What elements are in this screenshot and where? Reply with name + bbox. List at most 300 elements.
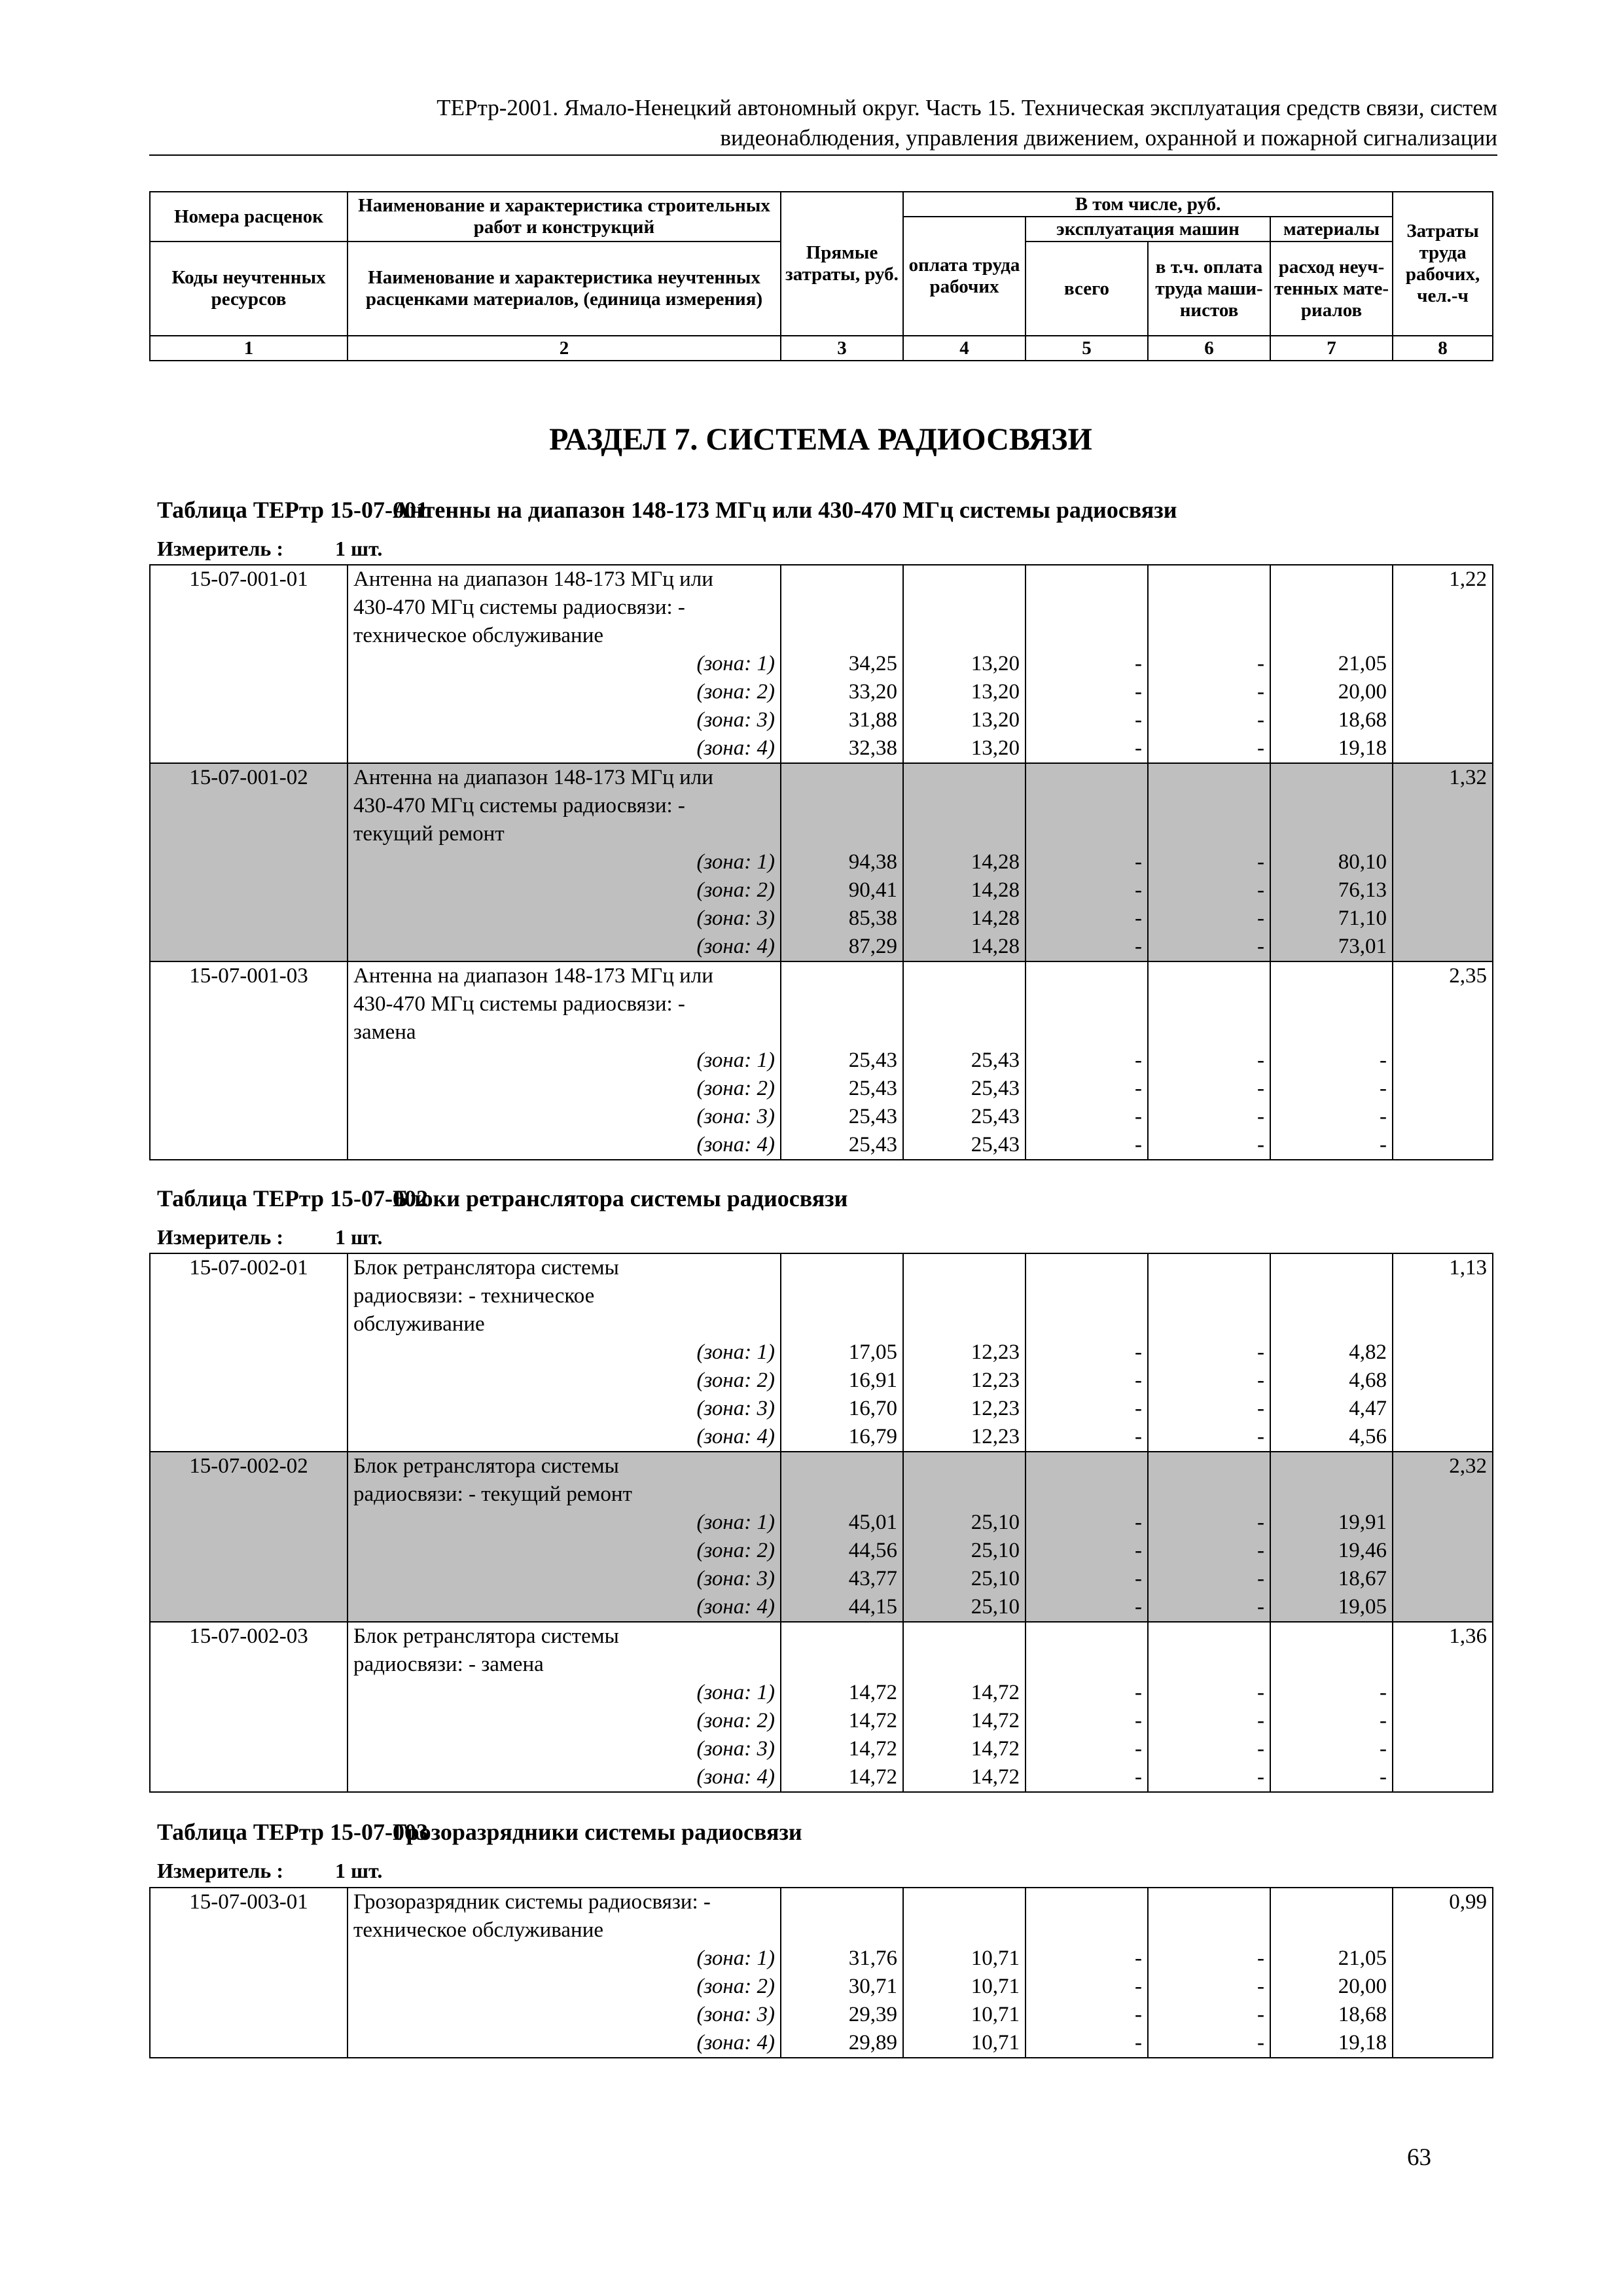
zone-row	[150, 2001, 1493, 2029]
zone-label: (зона: 4)	[348, 1131, 781, 1160]
rate-name-row	[150, 792, 1493, 820]
machines-total: -	[1026, 1593, 1148, 1622]
rate-name-row	[150, 594, 1493, 622]
zone-row	[150, 1423, 1493, 1452]
empty-cell	[1393, 622, 1493, 650]
worker-pay: 13,20	[903, 734, 1026, 763]
empty-cell	[1026, 961, 1148, 990]
empty-cell	[1393, 1338, 1493, 1367]
worker-pay: 25,10	[903, 1593, 1026, 1622]
empty-cell	[150, 1679, 348, 1707]
empty-cell	[781, 820, 903, 848]
operator-pay: -	[1148, 1707, 1270, 1735]
machines-total: -	[1026, 1047, 1148, 1075]
table-title	[157, 495, 1177, 524]
empty-cell	[1393, 1565, 1493, 1593]
empty-cell	[1393, 2001, 1493, 2029]
page-number: 63	[1407, 2144, 1431, 2171]
rate-name-line: Блок ретранслятора системы	[348, 1253, 781, 1282]
empty-cell	[1026, 565, 1148, 594]
empty-cell	[150, 1103, 348, 1131]
labor-cost: 1,22	[1393, 565, 1493, 594]
machines-total: -	[1026, 1763, 1148, 1792]
empty-cell	[150, 1310, 348, 1338]
header-work-name: Наименование и характеристика строительных работ и конструкций	[348, 192, 781, 242]
worker-pay: 13,20	[903, 706, 1026, 734]
table-number: Таблица ТЕРтр 15-07-002	[157, 1185, 429, 1211]
worker-pay: 12,23	[903, 1395, 1026, 1423]
empty-cell	[903, 594, 1026, 622]
operator-pay: -	[1148, 650, 1270, 678]
header-resource-codes: Коды неучтенных ресурсов	[150, 242, 348, 336]
machines-total: -	[1026, 1075, 1148, 1103]
worker-pay: 14,28	[903, 933, 1026, 961]
table-name: Антенны на диапазон 148-173 МГц или 430-470 МГц системы радиосвязи	[393, 497, 1177, 523]
material-consumption: 71,10	[1270, 905, 1393, 933]
direct-cost: 31,76	[781, 1945, 903, 1973]
material-consumption: -	[1270, 1047, 1393, 1075]
empty-cell	[1026, 1622, 1148, 1651]
empty-cell	[1026, 990, 1148, 1018]
empty-cell	[781, 1310, 903, 1338]
running-header-line-2: видеонаблюдения, управления движением, охранной и пожарной сигнализации	[720, 125, 1497, 151]
empty-cell	[1026, 1018, 1148, 1047]
empty-cell	[150, 734, 348, 763]
worker-pay: 14,28	[903, 848, 1026, 876]
zone-row	[150, 1735, 1493, 1763]
empty-cell	[1148, 990, 1270, 1018]
empty-cell	[1393, 1679, 1493, 1707]
zone-label: (зона: 2)	[348, 1075, 781, 1103]
machines-total: -	[1026, 1679, 1148, 1707]
rate-table	[149, 564, 1493, 1160]
empty-cell	[1393, 1651, 1493, 1679]
empty-cell	[1270, 1282, 1393, 1310]
material-consumption: 18,67	[1270, 1565, 1393, 1593]
zone-row	[150, 1973, 1493, 2001]
direct-cost: 31,88	[781, 706, 903, 734]
empty-cell	[903, 1916, 1026, 1945]
table-name: Блоки ретранслятора системы радиосвязи	[393, 1185, 848, 1211]
empty-cell	[150, 1338, 348, 1367]
zone-row	[150, 734, 1493, 763]
column-number: 8	[1393, 336, 1493, 361]
empty-cell	[781, 1253, 903, 1282]
operator-pay: -	[1148, 734, 1270, 763]
machines-total: -	[1026, 1103, 1148, 1131]
zone-row	[150, 1509, 1493, 1537]
empty-cell	[1026, 1310, 1148, 1338]
header-material-name: Наименование и характеристика неучтенных расценками материалов, (единица измерения)	[348, 242, 781, 336]
worker-pay: 10,71	[903, 2029, 1026, 2058]
empty-cell	[1148, 1888, 1270, 1916]
empty-cell	[1393, 678, 1493, 706]
empty-cell	[1393, 650, 1493, 678]
rate-name-line: Блок ретранслятора системы	[348, 1622, 781, 1651]
rate-table	[149, 1887, 1493, 2058]
empty-cell	[1148, 1916, 1270, 1945]
empty-cell	[903, 1452, 1026, 1480]
rate-name-row	[150, 1452, 1493, 1480]
operator-pay: -	[1148, 2001, 1270, 2029]
empty-cell	[1270, 1452, 1393, 1480]
direct-cost: 29,89	[781, 2029, 903, 2058]
machines-total: -	[1026, 876, 1148, 905]
empty-cell	[1393, 1707, 1493, 1735]
material-consumption: 19,91	[1270, 1509, 1393, 1537]
empty-cell	[1393, 1310, 1493, 1338]
empty-cell	[1026, 1916, 1148, 1945]
empty-cell	[903, 763, 1026, 792]
machines-total: -	[1026, 706, 1148, 734]
empty-cell	[1393, 594, 1493, 622]
empty-cell	[150, 1565, 348, 1593]
rate-name-line: Антенна на диапазон 148-173 МГц или	[348, 961, 781, 990]
empty-cell	[1393, 1423, 1493, 1452]
zone-label: (зона: 3)	[348, 1395, 781, 1423]
empty-cell	[903, 1622, 1026, 1651]
empty-cell	[1026, 1888, 1148, 1916]
empty-cell	[1148, 1282, 1270, 1310]
material-consumption: 4,56	[1270, 1423, 1393, 1452]
measurer-unit: 1 шт.	[335, 537, 383, 560]
zone-label: (зона: 3)	[348, 2001, 781, 2029]
empty-cell	[1393, 1593, 1493, 1622]
rate-name-line: 430-470 МГц системы радиосвязи: -	[348, 594, 781, 622]
empty-cell	[903, 565, 1026, 594]
operator-pay: -	[1148, 1945, 1270, 1973]
empty-cell	[1393, 1395, 1493, 1423]
column-number: 2	[348, 336, 781, 361]
empty-cell	[1026, 792, 1148, 820]
zone-row	[150, 2029, 1493, 2058]
zone-label: (зона: 3)	[348, 905, 781, 933]
empty-cell	[1148, 1310, 1270, 1338]
direct-cost: 16,91	[781, 1367, 903, 1395]
zone-label: (зона: 2)	[348, 1707, 781, 1735]
worker-pay: 13,20	[903, 650, 1026, 678]
empty-cell	[150, 876, 348, 905]
worker-pay: 14,72	[903, 1735, 1026, 1763]
operator-pay: -	[1148, 1075, 1270, 1103]
empty-cell	[903, 820, 1026, 848]
table-title	[157, 1184, 847, 1213]
zone-label: (зона: 4)	[348, 734, 781, 763]
operator-pay: -	[1148, 1509, 1270, 1537]
zone-label: (зона: 3)	[348, 1103, 781, 1131]
header-including: В том числе, руб.	[903, 192, 1393, 217]
zone-row	[150, 706, 1493, 734]
operator-pay: -	[1148, 1338, 1270, 1367]
zone-row	[150, 650, 1493, 678]
empty-cell	[781, 1622, 903, 1651]
machines-total: -	[1026, 678, 1148, 706]
empty-cell	[1026, 820, 1148, 848]
material-consumption: -	[1270, 1075, 1393, 1103]
empty-cell	[781, 565, 903, 594]
worker-pay: 25,10	[903, 1509, 1026, 1537]
rate-name-line: 430-470 МГц системы радиосвязи: -	[348, 792, 781, 820]
zone-row	[150, 933, 1493, 961]
machines-total: -	[1026, 1338, 1148, 1367]
column-number: 5	[1026, 336, 1148, 361]
measurer-label: Измеритель :	[157, 1225, 283, 1249]
empty-cell	[1148, 792, 1270, 820]
zone-row	[150, 1593, 1493, 1622]
worker-pay: 12,23	[903, 1338, 1026, 1367]
worker-pay: 25,43	[903, 1131, 1026, 1160]
empty-cell	[1026, 594, 1148, 622]
empty-cell	[781, 622, 903, 650]
zone-row	[150, 848, 1493, 876]
header-machines: эксплуатация машин	[1026, 217, 1270, 242]
empty-cell	[1148, 1651, 1270, 1679]
machines-total: -	[1026, 734, 1148, 763]
empty-cell	[1026, 1452, 1148, 1480]
zone-row	[150, 1707, 1493, 1735]
labor-cost: 2,35	[1393, 961, 1493, 990]
empty-cell	[903, 1888, 1026, 1916]
rate-name-row	[150, 820, 1493, 848]
material-consumption: -	[1270, 1763, 1393, 1792]
labor-cost: 1,32	[1393, 763, 1493, 792]
rate-table	[149, 1253, 1493, 1793]
material-consumption: -	[1270, 1679, 1393, 1707]
empty-cell	[1393, 1131, 1493, 1160]
empty-cell	[150, 1367, 348, 1395]
machines-total: -	[1026, 1509, 1148, 1537]
zone-row	[150, 1075, 1493, 1103]
empty-cell	[1148, 1622, 1270, 1651]
zone-row	[150, 1103, 1493, 1131]
empty-cell	[1393, 1735, 1493, 1763]
zone-label: (зона: 1)	[348, 848, 781, 876]
worker-pay: 14,72	[903, 1763, 1026, 1792]
empty-cell	[150, 622, 348, 650]
empty-cell	[150, 1480, 348, 1509]
empty-cell	[150, 1075, 348, 1103]
zone-row	[150, 1395, 1493, 1423]
empty-cell	[150, 1651, 348, 1679]
zone-label: (зона: 1)	[348, 650, 781, 678]
zone-label: (зона: 1)	[348, 1509, 781, 1537]
empty-cell	[150, 1537, 348, 1565]
empty-cell	[781, 763, 903, 792]
rate-name-line: радиосвязи: - замена	[348, 1651, 781, 1679]
empty-cell	[150, 2029, 348, 2058]
empty-cell	[150, 594, 348, 622]
empty-cell	[903, 961, 1026, 990]
zone-row	[150, 876, 1493, 905]
worker-pay: 14,28	[903, 905, 1026, 933]
header-direct-costs: Прямые затраты, руб.	[781, 192, 903, 336]
empty-cell	[1393, 734, 1493, 763]
direct-cost: 25,43	[781, 1103, 903, 1131]
empty-cell	[1393, 706, 1493, 734]
rate-name-row	[150, 1651, 1493, 1679]
direct-cost: 14,72	[781, 1679, 903, 1707]
empty-cell	[1393, 820, 1493, 848]
empty-cell	[1026, 1282, 1148, 1310]
column-header-table	[149, 191, 1493, 361]
header-operator-pay: в т.ч. оплата труда маши-нистов	[1148, 242, 1270, 336]
empty-cell	[1270, 1310, 1393, 1338]
column-number: 3	[781, 336, 903, 361]
empty-cell	[1270, 565, 1393, 594]
rate-name-row	[150, 565, 1493, 594]
direct-cost: 94,38	[781, 848, 903, 876]
machines-total: -	[1026, 1707, 1148, 1735]
material-consumption: 19,18	[1270, 2029, 1393, 2058]
operator-pay: -	[1148, 1763, 1270, 1792]
operator-pay: -	[1148, 1423, 1270, 1452]
empty-cell	[1393, 1973, 1493, 2001]
header-labor-costs: Затраты труда рабочих, чел.-ч	[1393, 192, 1493, 336]
empty-cell	[150, 848, 348, 876]
rate-name-line: замена	[348, 1018, 781, 1047]
empty-cell	[150, 1916, 348, 1945]
material-consumption: 21,05	[1270, 650, 1393, 678]
empty-cell	[1148, 763, 1270, 792]
labor-cost: 1,36	[1393, 1622, 1493, 1651]
worker-pay: 12,23	[903, 1423, 1026, 1452]
zone-row	[150, 1945, 1493, 1973]
empty-cell	[903, 622, 1026, 650]
rate-name-line: Антенна на диапазон 148-173 МГц или	[348, 565, 781, 594]
zone-row	[150, 1679, 1493, 1707]
empty-cell	[1026, 1480, 1148, 1509]
rate-code: 15-07-002-03	[150, 1622, 348, 1651]
direct-cost: 14,72	[781, 1763, 903, 1792]
empty-cell	[1270, 622, 1393, 650]
empty-cell	[150, 1047, 348, 1075]
rate-name-row	[150, 763, 1493, 792]
direct-cost: 25,43	[781, 1131, 903, 1160]
operator-pay: -	[1148, 678, 1270, 706]
running-header-line-1: ТЕРтр-2001. Ямало-Ненецкий автономный округ. Часть 15. Техническая эксплуатация средств связи, систем	[437, 95, 1497, 120]
header-materials: материалы	[1270, 217, 1393, 242]
rate-name-row	[150, 1916, 1493, 1945]
worker-pay: 13,20	[903, 678, 1026, 706]
direct-cost: 87,29	[781, 933, 903, 961]
labor-cost: 0,99	[1393, 1888, 1493, 1916]
material-consumption: -	[1270, 1707, 1393, 1735]
rate-name-line: техническое обслуживание	[348, 622, 781, 650]
worker-pay: 14,72	[903, 1707, 1026, 1735]
empty-cell	[1270, 1253, 1393, 1282]
operator-pay: -	[1148, 1537, 1270, 1565]
empty-cell	[903, 1282, 1026, 1310]
rate-code: 15-07-001-03	[150, 961, 348, 990]
worker-pay: 25,10	[903, 1537, 1026, 1565]
empty-cell	[1270, 792, 1393, 820]
rate-name-row	[150, 1310, 1493, 1338]
empty-cell	[150, 1282, 348, 1310]
machines-total: -	[1026, 1395, 1148, 1423]
column-number: 7	[1270, 336, 1393, 361]
empty-cell	[1148, 565, 1270, 594]
rate-name-row	[150, 1888, 1493, 1916]
table-name: Грозоразрядники системы радиосвязи	[393, 1819, 802, 1845]
empty-cell	[1270, 594, 1393, 622]
machines-total: -	[1026, 1537, 1148, 1565]
rate-name-line: Блок ретранслятора системы	[348, 1452, 781, 1480]
empty-cell	[1393, 1763, 1493, 1792]
empty-cell	[150, 1423, 348, 1452]
operator-pay: -	[1148, 706, 1270, 734]
machines-total: -	[1026, 1735, 1148, 1763]
zone-row	[150, 1131, 1493, 1160]
empty-cell	[1393, 905, 1493, 933]
material-consumption: 4,47	[1270, 1395, 1393, 1423]
worker-pay: 12,23	[903, 1367, 1026, 1395]
direct-cost: 32,38	[781, 734, 903, 763]
machines-total: -	[1026, 1367, 1148, 1395]
empty-cell	[1393, 1480, 1493, 1509]
direct-cost: 45,01	[781, 1509, 903, 1537]
empty-cell	[150, 905, 348, 933]
direct-cost: 44,56	[781, 1537, 903, 1565]
operator-pay: -	[1148, 876, 1270, 905]
empty-cell	[781, 990, 903, 1018]
measurer	[157, 1225, 382, 1249]
rate-name-row	[150, 1480, 1493, 1509]
empty-cell	[1393, 2029, 1493, 2058]
empty-cell	[150, 1973, 348, 2001]
empty-cell	[1148, 820, 1270, 848]
worker-pay: 10,71	[903, 2001, 1026, 2029]
direct-cost: 25,43	[781, 1047, 903, 1075]
rate-name-line: текущий ремонт	[348, 820, 781, 848]
empty-cell	[150, 1763, 348, 1792]
material-consumption: 80,10	[1270, 848, 1393, 876]
empty-cell	[1148, 622, 1270, 650]
empty-cell	[781, 1916, 903, 1945]
measurer-unit: 1 шт.	[335, 1225, 383, 1249]
machines-total: -	[1026, 650, 1148, 678]
zone-row	[150, 1565, 1493, 1593]
zone-row	[150, 1763, 1493, 1792]
rate-name-line: Грозоразрядник системы радиосвязи: -	[348, 1888, 781, 1916]
zone-row	[150, 1537, 1493, 1565]
empty-cell	[781, 1651, 903, 1679]
direct-cost: 14,72	[781, 1735, 903, 1763]
direct-cost: 16,70	[781, 1395, 903, 1423]
rate-code: 15-07-002-02	[150, 1452, 348, 1480]
direct-cost: 16,79	[781, 1423, 903, 1452]
empty-cell	[1393, 876, 1493, 905]
operator-pay: -	[1148, 1131, 1270, 1160]
empty-cell	[781, 792, 903, 820]
material-consumption: -	[1270, 1103, 1393, 1131]
empty-cell	[1393, 1103, 1493, 1131]
zone-label: (зона: 2)	[348, 876, 781, 905]
material-consumption: 76,13	[1270, 876, 1393, 905]
empty-cell	[1270, 961, 1393, 990]
material-consumption: 20,00	[1270, 1973, 1393, 2001]
material-consumption: 19,18	[1270, 734, 1393, 763]
machines-total: -	[1026, 2029, 1148, 2058]
empty-cell	[1393, 1916, 1493, 1945]
zone-label: (зона: 4)	[348, 1763, 781, 1792]
worker-pay: 14,72	[903, 1679, 1026, 1707]
material-consumption: 20,00	[1270, 678, 1393, 706]
operator-pay: -	[1148, 905, 1270, 933]
empty-cell	[1393, 792, 1493, 820]
empty-cell	[903, 1651, 1026, 1679]
empty-cell	[1026, 763, 1148, 792]
rate-name-row	[150, 1018, 1493, 1047]
